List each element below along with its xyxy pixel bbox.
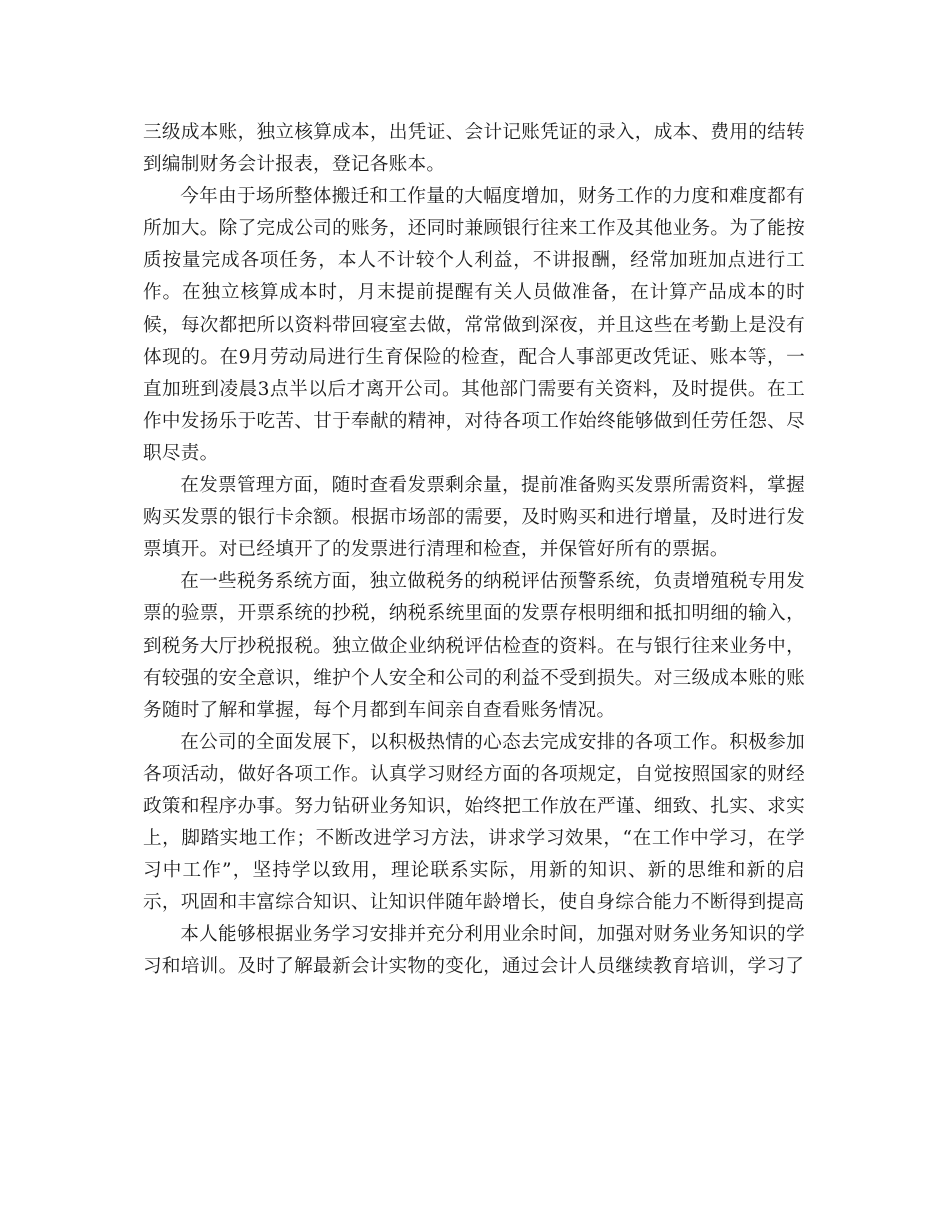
- paragraph-workload: 今年由于场所整体搬迁和工作量的大幅度增加，财务工作的力度和难度都有所加大。除了完成公司的账务，还同时兼顾银行往来工作及其他业务。为了能按质按量完成各项任务，本人不计较个人利益，不讲报酬，经常加班加点进行工作。在独立核算成本时，月末提前提醒有关人员做准备，在计算产品成本的时候，每次都把所以资料带回寝室去做，常常做到深夜，并且这些在考勤上是没有体现的。在9月劳动局进行生育保险的检查，配合人事部更改凭证、账本等，一直加班到凌晨3点半以后才离开公司。其他部门需要有关资料，及时提供。在工作中发扬乐于吃苦、甘于奉献的精神，对待各项工作始终能够做到任劳任怨、尽职尽责。: [143, 186, 805, 464]
- paragraph-training: 本人能够根据业务学习安排并充分利用业余时间，加强对财务业务知识的学习和培训。及时了解最新会计实物的变化，通过会计人员继续教育培训，学习了: [143, 924, 805, 978]
- paragraph-continuation: 三级成本账，独立核算成本，出凭证、会计记账凭证的录入，成本、费用的结转到编制财务会计报表，登记各账本。: [143, 122, 805, 176]
- paragraph-development: 在公司的全面发展下，以积极热情的心态去完成安排的各项工作。积极参加各项活动，做好各项工作。认真学习财经方面的各项规定，自觉按照国家的财经政策和程序办事。努力钻研业务知识，始终把工作放在严谨、细致、扎实、求实上，脚踏实地工作；不断改进学习方法，讲求学习效果，“在工作中学习，在学习中工作”，坚持学以致用，理论联系实际，用新的知识、新的思维和新的启示，巩固和丰富综合知识、让知识伴随年龄增长，使自身综合能力不断得到提高: [143, 731, 805, 914]
- paragraph-tax-system: 在一些税务系统方面，独立做税务的纳税评估预警系统，负责增殖税专用发票的验票，开票系统的抄税，纳税系统里面的发票存根明细和抵扣明细的输入，到税务大厅抄税报税。独立做企业纳税评估检查的资料。在与银行往来业务中，有较强的安全意识，维护个人安全和公司的利益不受到损失。对三级成本账的账务随时了解和掌握，每个月都到车间亲自查看账务情况。: [143, 571, 805, 721]
- paragraph-invoice-management: 在发票管理方面，随时查看发票剩余量，提前准备购买发票所需资料，掌握购买发票的银行卡余额。根据市场部的需要，及时购买和进行增量，及时进行发票填开。对已经填开了的发票进行清理和检查，并保管好所有的票据。: [143, 475, 805, 561]
- document-body: [143, 117, 805, 984]
